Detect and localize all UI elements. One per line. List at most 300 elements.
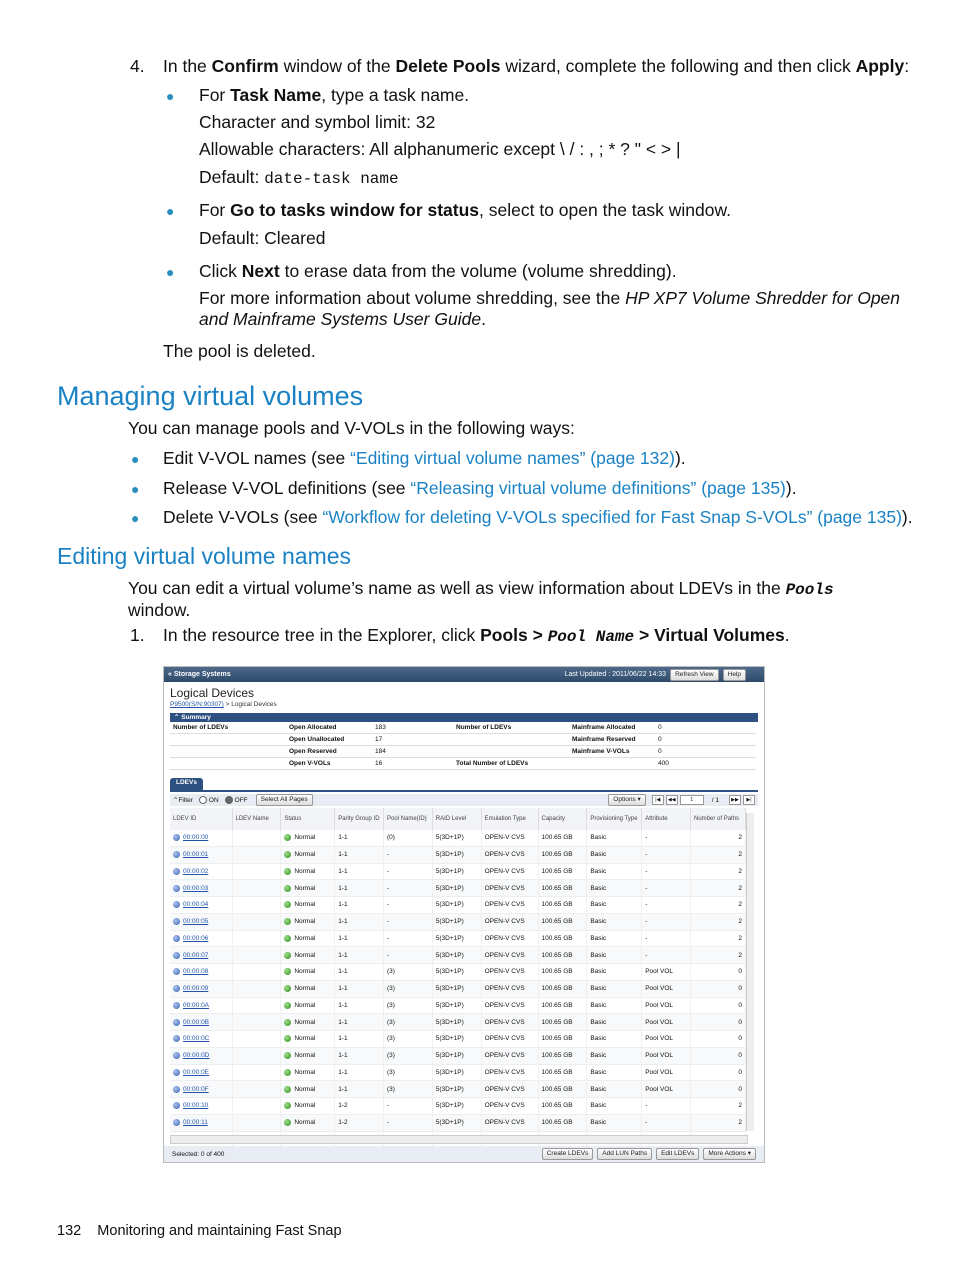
table-cell: 1-1 <box>335 1064 384 1081</box>
table-cell: - <box>642 846 691 863</box>
table-row[interactable] <box>170 964 746 981</box>
table-cell <box>232 863 281 880</box>
bold-delete-pools: Delete Pools <box>395 56 501 76</box>
text: ). <box>785 478 797 498</box>
table-cell: - <box>383 913 432 930</box>
table-cell: 100.65 GB <box>538 997 587 1014</box>
table-row[interactable] <box>170 1031 746 1048</box>
table-cell: - <box>383 1098 432 1115</box>
sum-label: Open V-VOLs <box>289 760 331 767</box>
column-header[interactable]: Capacity <box>538 808 587 830</box>
edit-paragraph <box>128 577 834 601</box>
table-cell <box>232 1098 281 1115</box>
table-cell: Basic <box>587 1081 642 1098</box>
table-cell[interactable] <box>170 930 232 947</box>
status-text: Normal <box>294 968 316 976</box>
status-normal-icon <box>284 1002 291 1009</box>
status-text: Normal <box>294 1119 316 1127</box>
code-pool-name: Pool Name <box>547 628 635 646</box>
more-info-shredding <box>199 287 900 309</box>
ldev-id-link[interactable]: 00:00:0E <box>183 1068 210 1076</box>
summary-label: Summary <box>181 714 211 721</box>
table-row[interactable] <box>170 1014 746 1031</box>
collapse-icon: ⌃ <box>174 714 182 721</box>
heading-editing-virtual-volume-names: Editing virtual volume names <box>57 543 352 569</box>
table-cell: 2 <box>691 897 746 914</box>
ldev-icon <box>173 1069 180 1076</box>
table-cell[interactable] <box>170 1031 232 1048</box>
table-cell: 2 <box>691 947 746 964</box>
status-text: Normal <box>294 1068 316 1076</box>
status-normal-icon <box>284 868 291 875</box>
tab-ldevs[interactable]: LDEVs <box>170 778 203 790</box>
table-cell: 1-2 <box>335 1114 384 1131</box>
ldev-id-link[interactable]: 00:00:00 <box>183 834 209 842</box>
text: ). <box>674 448 686 468</box>
table-cell: (3) <box>383 964 432 981</box>
table-cell: - <box>642 913 691 930</box>
filter-icon[interactable]: ⌃ <box>173 797 179 804</box>
filter-off-radio[interactable] <box>225 796 233 804</box>
text: For <box>199 85 231 105</box>
step-number: 4. <box>130 56 145 76</box>
gt: > <box>527 625 548 645</box>
table-cell: - <box>383 1114 432 1131</box>
add-lun-paths-button[interactable]: Add LUN Paths <box>597 1148 652 1160</box>
options-label: Options <box>613 796 636 803</box>
bold-pools: Pools <box>480 625 528 645</box>
column-header[interactable]: LDEV ID <box>170 808 232 830</box>
last-page-icon[interactable]: ▶| <box>743 795 755 805</box>
last-updated: Last Updated : 2011/06/22 14:33 <box>564 671 667 678</box>
table-cell: 2 <box>691 930 746 947</box>
table-cell: Basic <box>587 830 642 846</box>
text: For more information about volume shredding, see the <box>199 288 626 308</box>
table-cell[interactable] <box>170 1081 232 1098</box>
table-cell: OPEN-V CVS <box>481 1031 538 1048</box>
sum-value: 400 <box>655 758 756 770</box>
text: : <box>904 56 910 76</box>
table-cell: Pool VOL <box>642 1014 691 1031</box>
sum-label: Total Number of LDEVs <box>456 760 529 767</box>
table-cell: Basic <box>587 1064 642 1081</box>
page-total: / 1 <box>711 796 719 804</box>
table-cell <box>232 1047 281 1064</box>
sum-value: 184 <box>372 746 453 758</box>
filter-off-label: OFF <box>234 796 248 804</box>
table-cell: 5(3D+1P) <box>432 846 481 863</box>
sum-label: Open Reserved <box>289 748 337 755</box>
ldev-icon <box>173 968 180 975</box>
status-normal-icon <box>284 1035 291 1042</box>
status-text: Normal <box>294 851 316 859</box>
table-cell: OPEN-V CVS <box>481 913 538 930</box>
breadcrumb <box>164 700 764 709</box>
way-release <box>163 477 797 499</box>
ldev-id-link[interactable]: 00:00:09 <box>183 985 209 993</box>
table-cell: (3) <box>383 1081 432 1098</box>
storage-systems-title[interactable]: « Storage Systems <box>168 671 231 678</box>
table-cell: 1-1 <box>335 913 384 930</box>
table-cell: 5(3D+1P) <box>432 897 481 914</box>
table-row[interactable] <box>170 1064 746 1081</box>
table-cell <box>232 913 281 930</box>
table-cell: - <box>642 1098 691 1115</box>
table-cell: (3) <box>383 1014 432 1031</box>
table-cell: 1-1 <box>335 1081 384 1098</box>
table-cell[interactable] <box>170 964 232 981</box>
table-cell <box>281 880 335 897</box>
table-cell: OPEN-V CVS <box>481 997 538 1014</box>
table-cell[interactable] <box>170 863 232 880</box>
code-default: date-task name <box>264 170 399 188</box>
table-cell[interactable] <box>170 846 232 863</box>
table-row[interactable] <box>170 880 746 897</box>
table-row[interactable] <box>170 1114 746 1131</box>
table-row[interactable] <box>170 913 746 930</box>
more-actions-label: More Actions <box>708 1150 746 1157</box>
status-normal-icon <box>284 834 291 841</box>
column-header[interactable]: Pool Name(ID) <box>383 808 432 830</box>
ldev-icon <box>173 918 180 925</box>
heading-managing-virtual-volumes: Managing virtual volumes <box>57 381 364 411</box>
table-cell: 2 <box>691 913 746 930</box>
table-cell[interactable] <box>170 1014 232 1031</box>
status-text: Normal <box>294 1018 316 1026</box>
table-cell: 0 <box>691 980 746 997</box>
table-cell: 1-1 <box>335 863 384 880</box>
help-button[interactable]: Help <box>723 669 746 681</box>
text: Delete V-VOLs (see <box>163 507 323 527</box>
table-cell: 100.65 GB <box>538 830 587 846</box>
table-cell: 100.65 GB <box>538 1081 587 1098</box>
bullet-icon: ● <box>131 481 140 497</box>
summary-header[interactable] <box>170 713 758 722</box>
table-cell: 2 <box>691 846 746 863</box>
table-cell[interactable] <box>170 897 232 914</box>
table-cell: OPEN-V CVS <box>481 980 538 997</box>
table-cell: OPEN-V CVS <box>481 1064 538 1081</box>
ldev-icon <box>173 1019 180 1026</box>
table-cell: Basic <box>587 930 642 947</box>
table-cell: 1-1 <box>335 1014 384 1031</box>
table-cell: - <box>642 947 691 964</box>
vertical-scrollbar[interactable] <box>746 813 754 1131</box>
table-cell: 0 <box>691 997 746 1014</box>
sum-value: 0 <box>655 746 756 758</box>
select-all-pages-button[interactable]: Select All Pages <box>256 794 313 806</box>
table-cell[interactable] <box>170 1064 232 1081</box>
table-cell: 100.65 GB <box>538 880 587 897</box>
column-header[interactable]: Number of Paths <box>691 808 746 830</box>
bold-apply: Apply <box>855 56 905 76</box>
ldev-id-link[interactable]: 00:00:02 <box>183 867 209 875</box>
status-normal-icon <box>284 968 291 975</box>
ldev-id-link[interactable]: 00:00:0A <box>183 1001 210 1009</box>
ldev-icon <box>173 868 180 875</box>
table-cell[interactable] <box>170 913 232 930</box>
table-cell: Basic <box>587 897 642 914</box>
status-text: Normal <box>294 1035 316 1043</box>
table-cell: Pool VOL <box>642 1031 691 1048</box>
column-header[interactable]: Status <box>281 808 335 830</box>
table-cell[interactable] <box>170 1098 232 1115</box>
text: wizard, complete the following and then click <box>500 56 856 76</box>
table-cell: (3) <box>383 997 432 1014</box>
selected-count: Selected: 0 of 400 <box>172 1150 225 1158</box>
options-button[interactable]: Options ▾ <box>608 794 645 806</box>
filter-label[interactable]: Filter <box>178 796 193 804</box>
text: Release V-VOL definitions (see <box>163 478 411 498</box>
column-header[interactable]: Emulation Type <box>481 808 538 830</box>
page-footer: 132 Monitoring and maintaining Fast Snap <box>57 1223 342 1239</box>
table-cell: - <box>383 947 432 964</box>
table-cell: 0 <box>691 1047 746 1064</box>
table-cell: OPEN-V CVS <box>481 1081 538 1098</box>
table-row[interactable] <box>170 897 746 914</box>
column-header[interactable]: RAID Level <box>432 808 481 830</box>
table-cell <box>232 930 281 947</box>
table-cell: Basic <box>587 964 642 981</box>
table-cell: 0 <box>691 1081 746 1098</box>
text: window of the <box>278 56 396 76</box>
table-cell: Pool VOL <box>642 1081 691 1098</box>
table-cell: 1-1 <box>335 880 384 897</box>
table-cell[interactable] <box>170 980 232 997</box>
table-row[interactable] <box>170 947 746 964</box>
table-cell: Basic <box>587 980 642 997</box>
table-cell <box>281 1014 335 1031</box>
table-cell: Basic <box>587 863 642 880</box>
table-cell: 2 <box>691 1098 746 1115</box>
ldev-id-link[interactable]: 00:00:04 <box>183 901 209 909</box>
guide-title-cont: and Mainframe Systems User Guide <box>199 309 482 329</box>
table-cell <box>281 930 335 947</box>
table-cell: (3) <box>383 980 432 997</box>
page-input[interactable]: 1 <box>680 795 704 805</box>
table-cell: Basic <box>587 1047 642 1064</box>
filter-on-radio[interactable] <box>199 796 207 804</box>
ldev-id-link[interactable]: 00:00:01 <box>183 851 209 859</box>
sum-value: 17 <box>372 734 453 746</box>
bullet-icon: ● <box>166 203 175 219</box>
table-cell: 1-1 <box>335 947 384 964</box>
ldev-id-link[interactable]: 00:00:11 <box>183 1119 208 1127</box>
table-cell: OPEN-V CVS <box>481 1014 538 1031</box>
status-normal-icon <box>284 901 291 908</box>
horizontal-scrollbar[interactable] <box>170 1135 748 1144</box>
ldev-id-link[interactable]: 00:00:0D <box>183 1052 210 1060</box>
table-cell: 100.65 GB <box>538 1114 587 1131</box>
refresh-view-button[interactable]: Refresh View <box>670 669 719 681</box>
status-text: Normal <box>294 1052 316 1060</box>
table-cell: 5(3D+1P) <box>432 1031 481 1048</box>
table-cell: Basic <box>587 880 642 897</box>
sum-label: Open Unallocated <box>289 736 345 743</box>
table-cell: 5(3D+1P) <box>432 1047 481 1064</box>
step-4-text <box>163 55 909 77</box>
table-cell: 1-2 <box>335 1098 384 1115</box>
table-cell: Pool VOL <box>642 997 691 1014</box>
table-cell: 2 <box>691 1114 746 1131</box>
table-cell: 5(3D+1P) <box>432 1081 481 1098</box>
column-header[interactable]: Attribute <box>642 808 691 830</box>
table-row[interactable] <box>170 930 746 947</box>
code-pools: Pools <box>785 581 834 599</box>
table-cell <box>232 880 281 897</box>
table-row[interactable] <box>170 1081 746 1098</box>
table-cell: - <box>642 830 691 846</box>
status-text: Normal <box>294 1085 316 1093</box>
tab-bar <box>170 778 758 792</box>
intro-text: You can manage pools and V-VOLs in the following ways: <box>128 418 575 438</box>
table-cell: - <box>383 846 432 863</box>
ldev-id-link[interactable]: 00:00:07 <box>183 951 209 959</box>
create-ldevs-button[interactable]: Create LDEVs <box>542 1148 594 1160</box>
ldev-id-link[interactable]: 00:00:06 <box>183 934 209 942</box>
next-page-icon[interactable]: ▶▶ <box>729 795 741 805</box>
guide-title: HP XP7 Volume Shredder for Open <box>625 288 901 308</box>
bullet-icon: ● <box>166 88 175 104</box>
table-cell <box>232 964 281 981</box>
sum-label: Open Allocated <box>289 724 337 731</box>
edit-ldevs-button[interactable]: Edit LDEVs <box>656 1148 699 1160</box>
table-cell: 5(3D+1P) <box>432 1064 481 1081</box>
table-cell <box>232 1014 281 1031</box>
table-cell <box>232 1114 281 1131</box>
link-releasing[interactable]: “Releasing virtual volume definitions” (page 135) <box>410 478 786 498</box>
table-cell[interactable] <box>170 1114 232 1131</box>
table-cell: Basic <box>587 947 642 964</box>
table-cell: 1-1 <box>335 1031 384 1048</box>
table-row[interactable] <box>170 1047 746 1064</box>
text: In the resource tree in the Explorer, click <box>163 625 481 645</box>
table-cell: 100.65 GB <box>538 897 587 914</box>
summary-table <box>170 722 756 770</box>
bullet-go-to-tasks <box>199 199 731 221</box>
text: Default: <box>199 167 265 187</box>
ldev-id-link[interactable]: 00:00:03 <box>183 884 209 892</box>
table-cell: - <box>642 930 691 947</box>
table-cell <box>281 897 335 914</box>
table-cell: Pool VOL <box>642 1047 691 1064</box>
table-cell: 100.65 GB <box>538 846 587 863</box>
table-cell: 2 <box>691 863 746 880</box>
table-cell: 5(3D+1P) <box>432 1114 481 1131</box>
table-cell: 2 <box>691 830 746 846</box>
table-cell[interactable] <box>170 1047 232 1064</box>
bold-virtual-volumes: Virtual Volumes <box>654 625 785 645</box>
table-row[interactable] <box>170 863 746 880</box>
table-cell <box>281 980 335 997</box>
step-1-number: 1. <box>130 625 145 645</box>
table-row[interactable] <box>170 846 746 863</box>
ldev-id-link[interactable]: 00:00:08 <box>183 968 209 976</box>
table-cell <box>281 846 335 863</box>
status-normal-icon <box>284 885 291 892</box>
prev-page-icon[interactable]: ◀◀ <box>666 795 678 805</box>
link-workflow-deleting[interactable]: “Workflow for deleting V-VOLs specified for Fast Snap S-VOLs” (page 135) <box>322 507 902 527</box>
table-cell <box>281 1031 335 1048</box>
table-cell[interactable] <box>170 830 232 846</box>
breadcrumb-link[interactable]: P9500(S/N:90307) <box>170 701 224 708</box>
table-cell: 1-1 <box>335 1047 384 1064</box>
status-normal-icon <box>284 1069 291 1076</box>
table-cell <box>281 1098 335 1115</box>
table-cell: Pool VOL <box>642 964 691 981</box>
table-cell <box>232 997 281 1014</box>
table-cell[interactable] <box>170 947 232 964</box>
table-cell <box>232 947 281 964</box>
filter-bar <box>170 794 758 806</box>
table-cell: 5(3D+1P) <box>432 880 481 897</box>
table-cell: OPEN-V CVS <box>481 964 538 981</box>
table-row[interactable] <box>170 997 746 1014</box>
storage-systems-bar <box>164 667 764 682</box>
ldev-id-link[interactable]: 00:00:10 <box>183 1102 209 1110</box>
ldev-id-link[interactable]: 00:00:0C <box>183 1035 210 1043</box>
more-actions-button[interactable]: More Actions ▾ <box>703 1148 756 1160</box>
table-cell <box>281 997 335 1014</box>
table-cell: 1-1 <box>335 930 384 947</box>
table-cell <box>232 1031 281 1048</box>
table-cell: 0 <box>691 1031 746 1048</box>
table-row[interactable] <box>170 1098 746 1115</box>
status-text: Normal <box>294 1001 316 1009</box>
table-cell: 1-1 <box>335 846 384 863</box>
table-cell <box>232 1064 281 1081</box>
sum-label: Mainframe V-VOLs <box>572 748 630 755</box>
table-cell[interactable] <box>170 880 232 897</box>
column-header[interactable]: Parity Group ID <box>335 808 384 830</box>
ldev-icon <box>173 985 180 992</box>
text: You can edit a virtual volume’s name as well as view information about LDEVs in the <box>128 578 786 598</box>
way-edit <box>163 447 686 469</box>
ldev-id-link[interactable]: 00:00:0B <box>183 1018 210 1026</box>
table-cell: - <box>383 863 432 880</box>
table-cell: 1-1 <box>335 997 384 1014</box>
table-cell: OPEN-V CVS <box>481 830 538 846</box>
step-4 <box>130 55 145 77</box>
table-cell: OPEN-V CVS <box>481 880 538 897</box>
column-header[interactable]: LDEV Name <box>232 808 281 830</box>
ldev-icon <box>173 1002 180 1009</box>
table-cell[interactable] <box>170 997 232 1014</box>
first-page-icon[interactable]: |◀ <box>652 795 664 805</box>
table-cell: 100.65 GB <box>538 1047 587 1064</box>
table-row[interactable] <box>170 830 746 846</box>
status-text: Normal <box>294 1102 316 1110</box>
link-editing-names[interactable]: “Editing virtual volume names” (page 132) <box>350 448 675 468</box>
table-cell: 5(3D+1P) <box>432 964 481 981</box>
ldev-id-link[interactable]: 00:00:0F <box>183 1085 209 1093</box>
ldev-id-link[interactable]: 00:00:05 <box>183 918 209 926</box>
sum-label: Mainframe Allocated <box>572 724 636 731</box>
sum-value: 183 <box>372 722 453 734</box>
table-cell: OPEN-V CVS <box>481 930 538 947</box>
table-cell <box>232 846 281 863</box>
status-text: Normal <box>294 951 316 959</box>
table-cell: OPEN-V CVS <box>481 1098 538 1115</box>
table-cell <box>232 830 281 846</box>
table-cell: OPEN-V CVS <box>481 897 538 914</box>
ldev-icon <box>173 885 180 892</box>
table-row[interactable] <box>170 980 746 997</box>
table-cell: 5(3D+1P) <box>432 947 481 964</box>
default-cleared: Default: Cleared <box>199 228 326 248</box>
column-header[interactable]: Provisioning Type <box>587 808 642 830</box>
more-info-shredding-2 <box>199 308 486 330</box>
